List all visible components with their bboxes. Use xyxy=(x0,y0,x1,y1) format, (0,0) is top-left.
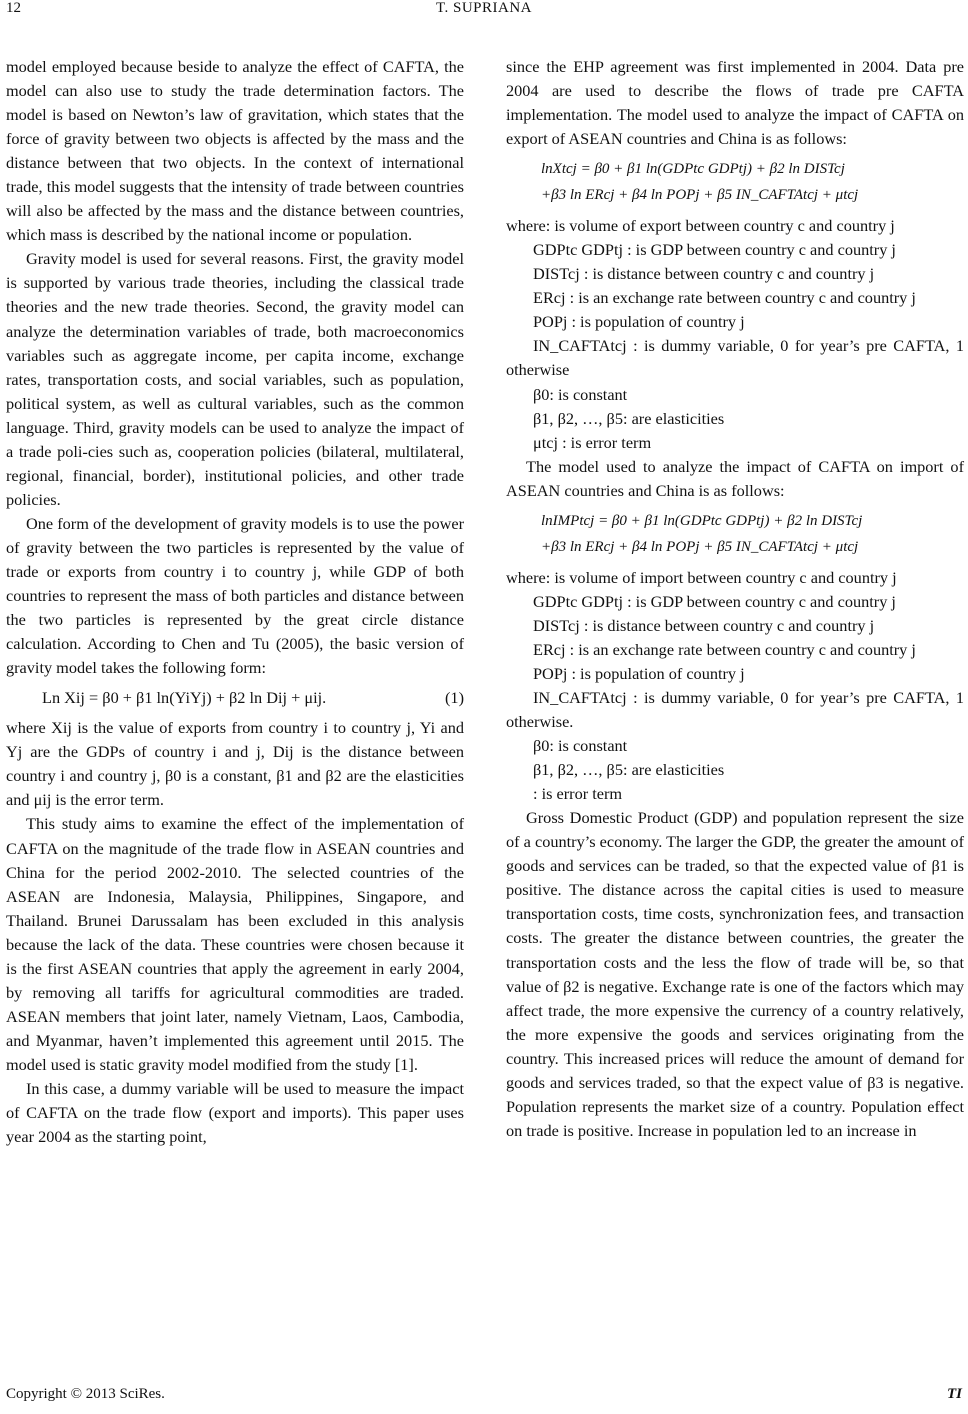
left-paragraph-6: In this case, a dummy variable will be used to measure the impact of CAFTA on the trade flow (export and imports). This paper uses year 2004 as the starting point, xyxy=(6,1078,464,1147)
journal-abbrev: TI xyxy=(947,1386,962,1402)
copyright-notice: Copyright © 2013 SciRes. xyxy=(6,1386,165,1402)
import-def-pop: POPj : is population of country j xyxy=(533,663,745,683)
right-column xyxy=(506,55,964,1143)
import-equation-line-1: lnIMPtcj = β0 + β1 ln(GDPtc GDPtj) + β2 ln DISTcj xyxy=(541,512,863,529)
export-def-dummy: IN_CAFTAtcj : is dummy variable, 0 for year’s pre CAFTA, 1 otherwise xyxy=(506,336,964,380)
import-def-beta0: β0: is constant xyxy=(533,736,628,756)
left-paragraph-5: This study aims to examine the effect of the implementation of CAFTA on the magnitude of the trade flow in ASEAN countries and China for the period 2002-2010. The selected countries of the ASEAN are Indonesia, Malaysia, Philippines, Singapore, and Thailand. Brunei Darussalam has been excluded in this analysis because the lack of the data. These countries were chosen because it is the first ASEAN countries that apply the agreement in early 2004, by removing all tariffs for agricultural commodities are traded. ASEAN members that joint later, namely Vietnam, Laos, Cambodia, and Myanmar, haven’t implemented this agreement until 2015. The model used is static gravity model modified from the study [1]. xyxy=(6,814,464,1074)
export-def-error: μtcj : is error term xyxy=(533,432,652,452)
running-title: T. SUPRIANA xyxy=(435,0,533,16)
export-def-betas: β1, β2, …, β5: are elasticities xyxy=(533,408,725,428)
left-paragraph-2: Gravity model is used for several reasons. First, the gravity model is supported by various trade theories, including the classical trade theories and the new trade theories. Second, the gravity model can analyze the determination variables of trade, both macroeconomics variables such as aggregate income, per capita income, exchange rates, transportation costs, and social variables, such as population, political system, as well as cultural variables, such as the common language. Third, gravity models can be used to analyze the impact of a trade poli-cies such as, cooperation policies (bilateral, multilateral, regional, financial, border), institutional policies, and other trade policies. xyxy=(6,249,464,509)
import-equation-line-2: +β3 ln ERcj + β4 ln POPj + β5 IN_CAFTAtcj + μtcj xyxy=(541,538,859,555)
equation-1-number: (1) xyxy=(445,688,464,708)
import-equation xyxy=(506,508,964,560)
export-def-dist: DISTcj : is distance between country c and country j xyxy=(533,264,875,284)
export-def-beta0: β0: is constant xyxy=(533,384,628,404)
export-def-er: ERcj : is an exchange rate between country c and country j xyxy=(533,288,916,308)
import-where: where: is volume of import between country c and country j xyxy=(506,567,897,587)
export-definitions xyxy=(506,238,964,454)
export-equation xyxy=(506,156,964,208)
right-paragraph-1: since the EHP agreement was first implemented in 2004. Data pre 2004 are used to describe the flows of trade pre CAFTA implementation. The model used to analyze the impact of CAFTA on export of ASEAN countries and China is as follows: xyxy=(506,57,964,149)
import-def-betas: β1, β2, …, β5: are elasticities xyxy=(533,760,725,780)
equation-1 xyxy=(6,686,464,710)
export-def-pop: POPj : is population of country j xyxy=(533,312,745,332)
export-def-gdp: GDPtc GDPtj : is GDP between country c and country j xyxy=(533,240,896,260)
left-paragraph-1: model employed because beside to analyze the effect of CAFTA, the model can also use to study the trade determination factors. The model is based on Newton’s law of gravitation, which states that the force of gravity between two objects is affected by the mass and the distance between that two objects. In the context of international trade, this model suggests that the intensity of trade between countries will also be affected by the mass and the distance between countries, which mass is described by the national income or population. xyxy=(6,57,464,245)
import-def-gdp: GDPtc GDPtj : is GDP between country c and country j xyxy=(533,591,896,611)
left-paragraph-3: One form of the development of gravity models is to use the power of gravity between the two particles is represented by the value of trade or exports from country i to country j, while GDP of both countries to represent the mass of both particles and distance between the two particles is represented by the great circle distance calculation. According to Chen and Tu (2005), the basic version of gravity model takes the following form: xyxy=(6,513,464,678)
right-paragraph-3: Gross Domestic Product (GDP) and population represent the size of a country’s economy. The larger the GDP, the greater the amount of goods and services can be traded, so that the expected value of β1 is positive. The distance across the capital cities is used to measure transportation costs, time costs, synchronization fees, and transaction costs. The greater the distance between countries, the greater the transportation costs and the less the flow of trade will be, so that value of β2 is negative. Exchange rate is one of the factors which may affect trade, the more expensive the currency of a country relatively, the more expensive the goods and services originating from the country. This increased prices will reduce the amount of demand for goods and services traded, so that the expect value of β3 is negative. Population represents the market size of a country. Population effect on trade is positive. Increase in population led to an increase in xyxy=(506,808,964,1140)
import-def-error: : is error term xyxy=(533,784,623,804)
import-def-dist: DISTcj : is distance between country c and country j xyxy=(533,615,875,635)
export-equation-line-1: lnXtcj = β0 + β1 ln(GDPtc GDPtj) + β2 ln DISTcj xyxy=(541,161,845,178)
export-where: where: is volume of export between country c and country j xyxy=(506,216,895,236)
left-paragraph-4: where Xij is the value of exports from country i to country j, Yi and Yj are the GDPs of country i and j, Dij is the distance between country i and country j, β0 is a constant, β1 and β2 are the elasticities and μij is the error term. xyxy=(6,718,464,810)
right-paragraph-2: The model used to analyze the impact of CAFTA on import of ASEAN countries and China is as follows: xyxy=(506,456,964,500)
page-number: 12 xyxy=(6,0,21,16)
import-def-dummy: IN_CAFTAtcj : is dummy variable, 0 for year’s pre CAFTA, 1 otherwise. xyxy=(506,687,964,732)
import-definitions xyxy=(506,590,964,806)
import-def-er: ERcj : is an exchange rate between country c and country j xyxy=(533,639,916,659)
left-column xyxy=(6,55,464,1149)
equation-1-body: Ln Xij = β0 + β1 ln(YiYj) + β2 ln Dij + μij. xyxy=(42,688,327,708)
export-equation-line-2: +β3 ln ERcj + β4 ln POPj + β5 IN_CAFTAtcj + μtcj xyxy=(541,187,859,204)
